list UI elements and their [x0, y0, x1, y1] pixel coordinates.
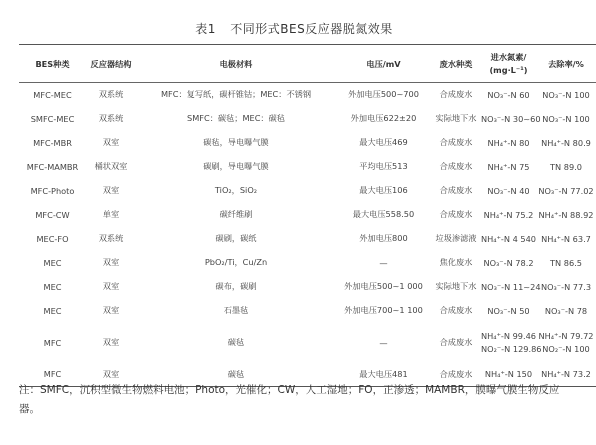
cell-wastewater: 垃圾渗滤液 — [435, 233, 477, 243]
cell-structure: 双系统 — [98, 89, 124, 100]
cell-removal: NO₃⁻-N 77.02 — [538, 185, 594, 196]
cell-voltage: 外加电压500~700 — [348, 89, 419, 100]
cell-removal: TN 86.5 — [550, 257, 582, 268]
cell-influent-line2: NO₂⁻-N 129.86 — [481, 343, 542, 354]
cell-voltage: 外加电压500~1 000 — [344, 281, 423, 291]
cell-structure: 双室 — [102, 185, 120, 195]
cell-type: MFC — [19, 363, 86, 387]
cell-structure: 单室 — [102, 209, 120, 219]
cell-influent: NH₄⁺-N 150 — [481, 363, 536, 387]
table-caption: 不同形式BES反应器脱氮效果 — [230, 22, 393, 36]
cell-influent-line1: NH₄⁺-N 99.46 — [481, 330, 537, 341]
cell-wastewater: 合成废水 — [439, 89, 473, 100]
table-row — [19, 83, 596, 107]
cell-removal: NO₃⁻-N 77.3 — [540, 281, 592, 292]
table-row — [19, 179, 596, 203]
header-influent-line1: 进水氮素/ — [490, 51, 527, 62]
cell-type: MEC-FO — [36, 233, 69, 244]
cell-electrode: 碳刷，碳纸 — [215, 233, 257, 243]
cell-voltage: — — [379, 337, 388, 348]
cell-influent: NH₄⁺-N 4 540 — [481, 233, 537, 244]
cell-influent: NO₃⁻-N 50 — [487, 305, 530, 316]
cell-electrode: MFC：复写纸，碳杆锥钴；MEC：不锈钢 — [160, 89, 312, 100]
header-influent — [481, 45, 536, 83]
header-electrode: 电极材料 — [136, 45, 336, 83]
data-table — [19, 44, 596, 387]
cell-structure: 双室 — [102, 257, 120, 267]
cell-type: MFC-CW — [35, 209, 70, 220]
cell-electrode: 碳毡，导电曝气膜 — [203, 137, 269, 147]
table-row — [19, 251, 596, 275]
table-row — [19, 227, 596, 251]
cell-removal: NH₄⁺-N 63.7 — [541, 233, 591, 244]
cell-influent — [481, 323, 542, 363]
cell-removal: NO₃⁻-N 100 — [542, 89, 590, 100]
cell-removal-line2: NO₂⁻-N 100 — [542, 343, 590, 354]
cell-type: SMFC-MEC — [30, 113, 75, 124]
cell-voltage: 最大电压106 — [359, 185, 408, 195]
header-bes-type: BES种类 — [19, 45, 86, 83]
cell-influent: NO₃⁻-N 40 — [487, 185, 530, 196]
cell-structure: 双室 — [102, 281, 120, 291]
cell-electrode: 碳毡 — [136, 363, 336, 387]
cell-electrode: 碳毡 — [227, 337, 245, 347]
cell-wastewater: 合成废水 — [439, 209, 473, 219]
cell-electrode: 石墨毡 — [223, 305, 249, 315]
cell-structure: 双室 — [102, 337, 120, 347]
cell-wastewater: 合成废水 — [439, 337, 473, 347]
cell-voltage: 平均电压513 — [359, 161, 408, 171]
cell-structure: 桶状双室 — [94, 161, 128, 171]
cell-influent: NH₄⁺-N 75 — [487, 161, 530, 172]
table-note: 注：SMFC，沉积型微生物燃料电池；Photo，光催化；CW，人工湿地；FO，正渗透；MAMBR，膜曝气膜生物反应器。 — [19, 384, 560, 415]
header-voltage: 电压/mV — [336, 45, 431, 83]
table-row — [19, 155, 596, 179]
cell-voltage: 外加电压622±20 — [350, 113, 417, 123]
cell-electrode: SMFC：碳毡；MEC：碳毡 — [187, 113, 285, 123]
table-number: 表1 — [195, 22, 216, 36]
cell-structure: 双系统 — [98, 233, 124, 243]
header-row — [19, 45, 596, 83]
cell-structure: 双室 — [102, 137, 120, 147]
cell-structure: 双室 — [102, 305, 120, 315]
cell-structure: 双系统 — [98, 113, 124, 123]
cell-wastewater: 合成废水 — [439, 305, 473, 315]
cell-removal: NH₄⁺-N 80.9 — [541, 137, 591, 148]
cell-type: MEC — [43, 257, 62, 268]
cell-removal — [536, 323, 596, 363]
table-row — [19, 275, 596, 299]
cell-electrode: 碳纤维刷 — [219, 209, 253, 219]
cell-type: MEC — [43, 305, 62, 316]
header-structure: 反应器结构 — [86, 45, 136, 83]
cell-influent: NH₄⁺-N 80 — [487, 137, 530, 148]
cell-wastewater: 合成废水 — [431, 363, 481, 387]
cell-removal-line1: NH₄⁺-N 79.72 — [538, 330, 594, 341]
cell-structure: 双室 — [86, 363, 136, 387]
cell-influent: NO₃⁻-N 30~60 — [481, 113, 541, 124]
cell-electrode: 碳布，碳刷 — [215, 281, 257, 291]
table-row — [19, 131, 596, 155]
cell-voltage: 外加电压700~1 100 — [344, 305, 423, 315]
header-influent-line2: (mg·L⁻¹) — [489, 64, 528, 75]
cell-voltage: 最大电压558.50 — [352, 209, 415, 219]
cell-voltage: — — [379, 257, 388, 268]
cell-influent: NO₃⁻-N 78.2 — [483, 257, 534, 268]
cell-influent: NO₃⁻-N 11~24 — [481, 281, 541, 292]
cell-type: MFC-Photo — [30, 185, 75, 196]
cell-voltage: 最大电压469 — [359, 137, 408, 147]
cell-wastewater: 合成废水 — [439, 137, 473, 147]
cell-removal: NH₄⁺-N 73.2 — [536, 363, 596, 387]
table-row — [19, 203, 596, 227]
cell-wastewater: 合成废水 — [439, 161, 473, 171]
table-row — [19, 299, 596, 323]
cell-wastewater: 合成废水 — [439, 185, 473, 195]
cell-removal: NO₃⁻-N 100 — [542, 113, 590, 124]
cell-removal: NO₃⁻-N 78 — [544, 305, 588, 316]
cell-voltage: 外加电压800 — [359, 233, 408, 243]
cell-type: MFC-MEC — [33, 89, 72, 100]
cell-removal: NH₄⁺-N 88.92 — [538, 209, 594, 220]
cell-type: MEC — [43, 281, 62, 292]
table-row — [19, 323, 596, 363]
cell-influent: NH₄⁺-N 75.2 — [483, 209, 534, 220]
cell-type: MFC-MAMBR — [26, 161, 79, 172]
header-removal: 去除率/% — [536, 45, 596, 83]
cell-influent: NO₃⁻-N 60 — [487, 89, 530, 100]
cell-voltage: 最大电压481 — [336, 363, 431, 387]
cell-electrode: TiO₂，SiO₂ — [214, 185, 258, 195]
cell-removal: TN 89.0 — [550, 161, 582, 172]
cell-electrode: PbO₂/Ti，Cu/Zn — [204, 257, 268, 267]
cell-type: MFC — [43, 337, 62, 348]
cell-wastewater: 实际地下水 — [435, 113, 477, 123]
table-row — [19, 107, 596, 131]
cell-wastewater: 焦化废水 — [439, 257, 473, 267]
header-wastewater: 废水种类 — [431, 45, 481, 83]
cell-electrode: 碳刷，导电曝气膜 — [203, 161, 269, 171]
cell-type: MFC-MBR — [33, 137, 72, 148]
table-title — [0, 20, 588, 37]
cell-wastewater: 实际地下水 — [435, 281, 477, 291]
